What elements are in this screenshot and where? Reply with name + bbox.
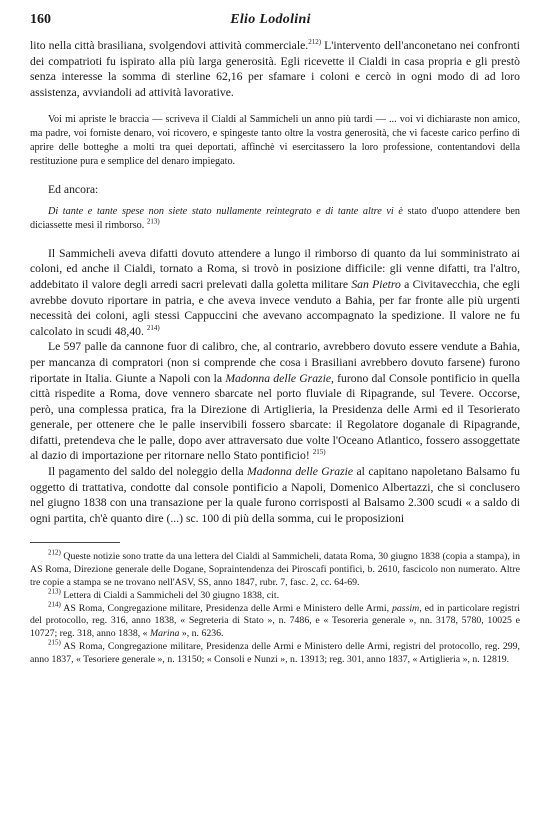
quotation-2-italic: Di tante e tante spese non siete stato nullamente reintegrato e di tante altre vi è xyxy=(48,206,403,218)
footnote-214-text-b: , ed in particolare registri del protocollo, reg. 316, anno 1838, « Segreteria di Stato », n. 7486, e « Tesoreria generale », nn. 3178, 5780, 10025 e 10727; reg. 318, anno 1838, « xyxy=(30,602,520,640)
paragraph-4-text-b: al capitano napoletano Balsamo fu oggetto di trattativa, condotte dal console pontificio a Napoli, Domenico Albertazzi, che si conclusero nel giugno 1838 con una transazione per la quale furono corrisposti al Balsamo 2.300 scudi « a saldo di ogni partita, ch'è quanto dire (...) sc. 100 di più della somma, cui le proposizioni xyxy=(30,465,520,525)
paragraph-3-text-b: , furono dal Console pontificio in quella città rispedite a Roma, dove vennero sbarcate nel porto fluviale di Ripagrande, sul Tevere. Occorse, però, una complessa pratica, fra la Direzione di Artiglieria, la Presidenza delle Armi ed il Tesorierato generale, per ottenere che le palle inservibili fossero sbarcate: il Regolatore doganale di Ripagrande, difatti, pretendeva che le palle, dopo aver attraversato due volte l'Oceano Atlantico, fossero assoggettate al dazio di importazione per ritornare nello Stato pontificio! xyxy=(30,371,520,463)
footnote-214-number: 214) xyxy=(48,600,61,609)
paragraph-4 xyxy=(30,464,520,526)
footnote-212 xyxy=(30,551,520,589)
footnote-212-text: Queste notizie sono tratte da una lettera del Cialdi al Sammicheli, datata Roma, 30 giugno 1838 (copia a stampa), in AS Roma, Direzione generale delle Dogane, Sopraintendenza dei Piroscafi pontifici, b. 2610, fascicolo non numerato. Altre tre copie a stampa se ne trovano nell'ASV, SS, anno 1847, rubr. 7, fasc. 2, cc. 64-69. xyxy=(30,551,520,589)
ship-name-madonna-delle-grazie-2: Madonna delle Grazie xyxy=(247,465,354,479)
quotation-1: Voi mi apriste le braccia — scriveva il Cialdi al Sammicheli un anno più tardi — ... voi vi dichiaraste non amico, ma padre, voi forniste denaro, voi ricovero, e spingeste tanto oltre la vostra generosità, che vi faceste carico perfino di aprire delle botteghe a molti tra quei deportati, affinchè vi esercitassero la loro professione, contentandovi della restituzione pura e semplice del denaro impiegato. xyxy=(30,114,520,167)
ship-name-san-pietro: San Pietro xyxy=(351,277,401,291)
footnote-214-text-c: », n. 6236. xyxy=(179,628,224,640)
footnote-213-number: 213) xyxy=(48,587,61,596)
paragraph-1 xyxy=(30,38,520,100)
page-number: 160 xyxy=(30,12,51,27)
quotation-2-text: stato d'uopo attendere ben diciassette mesi il rimborso. xyxy=(30,206,520,231)
footnote-ref-214: 214) xyxy=(146,323,160,332)
paragraph-2-text-b: a Civitavecchia, che egli avrebbe dovuto riportare in patria, e che aveva invece venduto a Bahia, per far fronte alle più urgenti necessità dei coloni, agli stessi Cappuccini che avevano accompagnato la spedizione. Il valore ne fu calcolato in scudi 48,40. xyxy=(30,277,521,338)
footnote-214-marina: Marina xyxy=(150,628,180,640)
ed-ancora: Ed ancora: xyxy=(48,182,99,196)
footnote-214-text-a: AS Roma, Congregazione militare, Presidenza delle Armi e Ministero delle Armi, xyxy=(63,602,392,614)
footnote-215-text: AS Roma, Congregazione militare, Presidenza delle Armi e Ministero delle Armi, registri del protocollo, reg. 299, anno 1837, « Tesoriere generale », n. 13150; « Consoli e Nunzi », n. 13913; reg. 301, anno 1837, « Artiglieria », n. 12819. xyxy=(30,641,520,665)
paragraph-3-text-a: Le 597 palle da cannone fuor di calibro, che, al contrario, avrebbero dovuto essere vendute a Bahia, per mancanza di compratori (non si comprende che cosa i Brasiliani avrebbero dovuto farsene) furono riportate in Italia. Giunte a Napoli con la xyxy=(30,340,520,385)
footnote-214-passim: passim xyxy=(392,602,420,614)
paragraph-2 xyxy=(30,246,520,340)
footnote-ref-212: 212) xyxy=(308,38,322,47)
footnote-212-number: 212) xyxy=(48,549,61,558)
paragraph-1-text-b: L'intervento dell'anconetano nei confronti dei compatrioti fu ispirato alla più larga generosità. Egli ricevette il Cialdi in casa propria e gli prestò senza interesse la somma di sterline 62,16 per sfamare i coloni e cercò in ogni modo di ad loro assistenza, avviandoli ad attività lavorative. xyxy=(30,39,520,99)
paragraph-4-text-a: Il pagamento del saldo del noleggio della xyxy=(48,465,247,479)
footnote-213 xyxy=(30,587,520,603)
footnote-214 xyxy=(30,600,520,641)
ship-name-madonna-delle-grazie: Madonna delle Grazie xyxy=(225,371,332,385)
footnote-ref-213: 213) xyxy=(146,217,160,226)
footnote-rule xyxy=(30,542,120,543)
footnote-ref-215: 215) xyxy=(312,448,326,457)
page-header xyxy=(30,12,520,28)
footnote-215 xyxy=(30,638,520,667)
paragraph-2-text-a: Il Sammicheli aveva difatti dovuto attendere a lungo il rimborso di quanto da lui somministrato ai coloni, ed anche il Cialdi, tornato a Roma, si trovò in posizione difficile: gli venne difatti, tra l'altro, addebitato il valore degli arredi sacri prelevati dalla goletta militare xyxy=(30,246,520,291)
paragraph-3 xyxy=(30,339,520,464)
running-head: Elio Lodolini xyxy=(230,12,311,27)
quotation-2 xyxy=(30,205,520,233)
footnote-215-number: 215) xyxy=(48,638,61,647)
paragraph-1-text-a: lito nella città brasiliana, svolgendovi attività commerciale. xyxy=(30,39,309,52)
footnote-213-text: Lettera di Cialdi a Sammicheli del 30 giugno 1838, cit. xyxy=(63,589,280,601)
